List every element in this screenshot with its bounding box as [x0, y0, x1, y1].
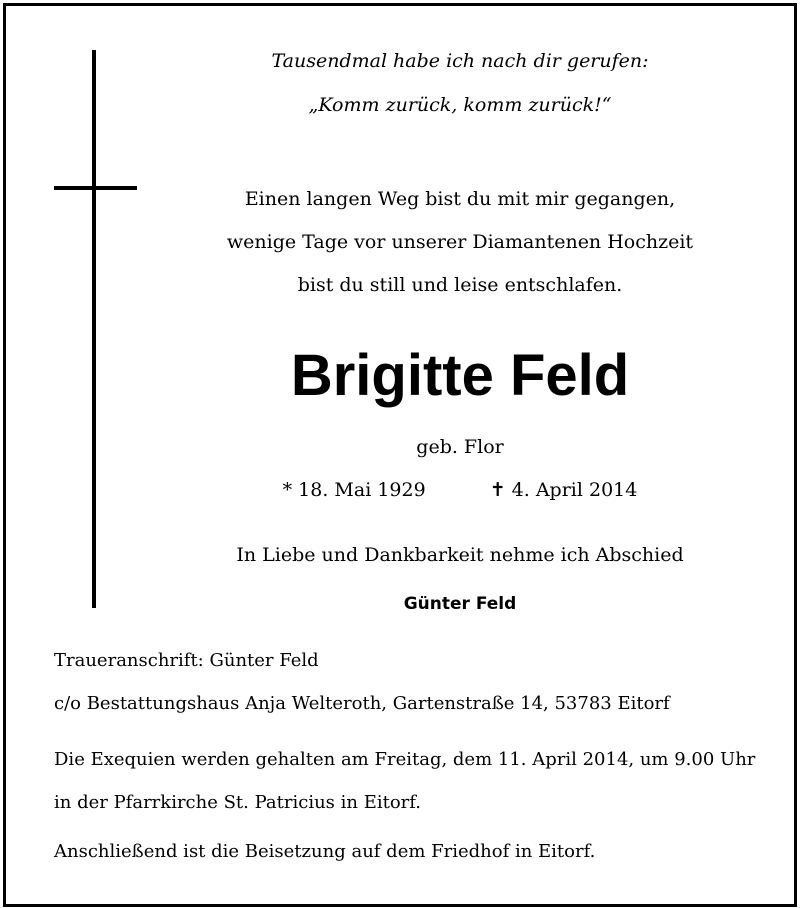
verse-line-1: Tausendmal habe ich nach dir gerufen:: [271, 50, 649, 72]
address-line-2: c/o Bestattungshaus Anja Welteroth, Gartenstraße 14, 53783 Eitorf: [54, 693, 670, 714]
verse-line-2: „Komm zurück, komm zurück!“: [308, 94, 612, 116]
service-line-1: Die Exequien werden gehalten am Freitag, dem 11. April 2014, um 9.00 Uhr: [54, 749, 756, 770]
farewell-text: In Liebe und Dankbarkeit nehme ich Abschied: [236, 544, 684, 566]
death-date: ✝ 4. April 2014: [489, 479, 638, 501]
maiden-name: geb. Flor: [416, 436, 504, 458]
address-line-1: Traueranschrift: Günter Feld: [54, 650, 319, 671]
intro-line-1: Einen langen Weg bist du mit mir gegangen,: [244, 188, 676, 210]
life-dates: [140, 479, 780, 501]
intro-line-2: wenige Tage vor unserer Diamantenen Hochzeit: [226, 231, 694, 253]
intro-line-3: bist du still und leise entschlafen.: [297, 274, 623, 296]
service-line-2: in der Pfarrkirche St. Patricius in Eitorf.: [54, 792, 422, 813]
cross-vertical-bar: [92, 50, 96, 608]
signer-name: Günter Feld: [403, 594, 517, 614]
cross-horizontal-bar: [54, 186, 137, 190]
burial-text: Anschließend ist die Beisetzung auf dem Friedhof in Eitorf.: [54, 841, 596, 862]
deceased-name: Brigitte Feld: [290, 343, 630, 408]
birth-date: * 18. Mai 1929: [282, 479, 426, 501]
